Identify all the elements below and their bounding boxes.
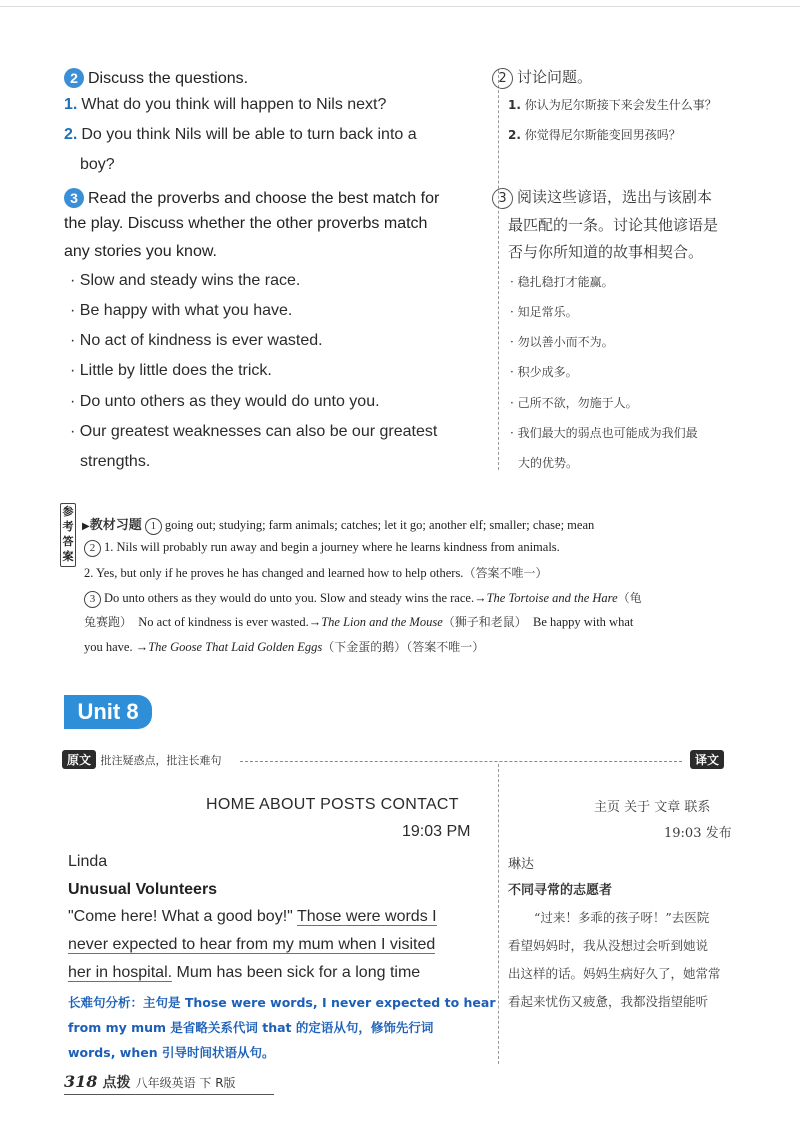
cn-q3-line-1: 3 阅读这些谚语，选出与该剧本 <box>492 186 712 209</box>
cn-blog-line-3: 出这样的话。妈妈生病好久了，她常常 <box>508 966 721 981</box>
proverb-6-cont: strengths. <box>80 453 151 470</box>
answers-line-2: 2 1. Nils will probably run away and begin a journey where he learns kindness from animals. <box>84 540 560 557</box>
answers-line-6: you have. →The Goose That Laid Golden Eggs（下金蛋的鹅）（答案不唯一） <box>84 640 485 654</box>
translation-tag: 译文 <box>690 750 724 769</box>
cn-q2-item-1: 1. 你认为尼尔斯接下来会发生什么事？ <box>508 98 717 112</box>
proverb-3: · No act of kindness is ever wasted. <box>70 332 323 349</box>
answers-line-3: 2. Yes, but only if he proves he has changed and learned how to help others.（答案不唯一） <box>84 566 548 580</box>
q2-item-2: 2. Do you think Nils will be able to turn back into a <box>64 126 417 143</box>
blog-author: Linda <box>68 853 108 870</box>
original-label <box>62 750 221 769</box>
cn-blog-line-4: 看起来忧伤又疲惫，我都没指望能听 <box>508 994 709 1009</box>
q2-badge: 2 <box>64 68 84 88</box>
cn-q3-line-2: 最匹配的一条。讨论其他谚语是 <box>508 216 719 234</box>
cn-q3-badge: 3 <box>492 188 513 209</box>
q3-line-1: 3 Read the proverbs and choose the best match for <box>64 188 439 208</box>
cn-proverb-1: · 稳扎稳打才能赢。 <box>510 275 614 289</box>
cn-blog-nav: 主页 关于 文章 联系 <box>594 800 711 815</box>
q3-badge: 3 <box>64 188 84 208</box>
answers-line-1: ▶教材习题 1 going out; studying; farm animals; catches; let it go; another elf; smaller; chase; mean <box>82 518 595 533</box>
analysis-note-1: 长难句分析：主句是 Those were words, I never expected to hear <box>68 995 496 1010</box>
analysis-note-2: from my mum 是省略关系代词 that 的定语从句，修饰先行词 <box>68 1020 434 1035</box>
cn-q3-line-3: 否与你所知道的故事相契合。 <box>508 243 704 261</box>
cn-proverb-3: · 勿以善小而不为。 <box>510 335 614 349</box>
blog-line-2: never expected to hear from my mum when I visited <box>68 936 436 953</box>
original-subtitle: 批注疑惑点，批注长难句 <box>100 754 222 767</box>
translation-label <box>690 750 724 769</box>
analysis-note-3: words, when 引导时间状语从句。 <box>68 1045 275 1060</box>
answers-side-label: 参考答案 <box>60 503 76 567</box>
footer <box>64 1072 236 1092</box>
cn-proverb-4: · 积少成多。 <box>510 365 578 379</box>
blog-nav: HOME ABOUT POSTS CONTACT <box>206 796 459 813</box>
cn-q2-item-2: 2. 你觉得尼尔斯能变回男孩吗？ <box>508 128 681 142</box>
column-divider-top <box>498 70 499 470</box>
q3-line-2: the play. Discuss whether the other proverbs match <box>64 215 428 232</box>
answers-title: 教材习题 <box>89 518 142 533</box>
proverb-6: · Our greatest weaknesses can also be our greatest <box>70 423 438 440</box>
cn-blog-line-1: “过来！多乖的孩子呀！”去医院 <box>534 910 710 925</box>
cn-blog-author: 琳达 <box>508 857 535 872</box>
cn-blog-heading: 不同寻常的志愿者 <box>508 883 613 898</box>
proverb-2: · Be happy with what you have. <box>70 302 293 319</box>
cn-proverb-6-cont: 大的优势。 <box>518 456 579 470</box>
unit-title: Unit 8 <box>64 695 152 729</box>
cn-proverb-2: · 知足常乐。 <box>510 305 578 319</box>
cn-proverb-6: · 我们最大的弱点也可能成为我们最 <box>510 426 698 440</box>
blog-time: 19:03 PM <box>402 823 471 840</box>
proverb-5: · Do unto others as they would do unto you. <box>70 393 380 410</box>
q3-line-3: any stories you know. <box>64 243 217 260</box>
proverb-1: · Slow and steady wins the race. <box>70 272 301 289</box>
q2-title: Discuss the questions. <box>88 70 249 87</box>
cn-q2-badge: 2 <box>492 68 513 89</box>
page-number: 318 <box>64 1072 98 1091</box>
q2-item-1: 1. What do you think will happen to Nils next? <box>64 96 387 113</box>
blog-line-3: her in hospital. Mum has been sick for a long time <box>68 964 421 981</box>
book-brand: 点拨 <box>102 1075 131 1091</box>
top-edge <box>0 0 800 7</box>
q2-item-2-cont: boy? <box>80 156 115 173</box>
answers-line-5: 兔赛跑） No act of kindness is ever wasted.→The Lion and the Mouse（狮子和老鼠） Be happy with what <box>84 615 634 629</box>
original-tag: 原文 <box>62 750 96 769</box>
cn-q2-heading: 2 讨论问题。 <box>492 66 592 89</box>
cn-blog-line-2: 看望妈妈时，我从没想过会听到她说 <box>508 938 709 953</box>
blog-line-1: "Come here! What a good boy!" Those were words I <box>68 908 437 925</box>
blog-heading: Unusual Volunteers <box>68 881 218 898</box>
cn-blog-time: 19:03 发布 <box>664 826 732 841</box>
cn-proverb-5: · 己所不欲，勿施于人。 <box>510 396 638 410</box>
book-subtitle: 八年级英语 下 R版 <box>135 1076 236 1090</box>
q2-heading <box>64 68 248 88</box>
answers-line-4: 3 Do unto others as they would do unto you. Slow and steady wins the race.→The Tortoise and the Hare（龟 <box>84 589 642 608</box>
header-dashed-line <box>240 761 682 762</box>
proverb-4: · Little by little does the trick. <box>70 362 272 379</box>
column-divider-bottom <box>498 764 499 1064</box>
footer-rule <box>64 1094 274 1095</box>
